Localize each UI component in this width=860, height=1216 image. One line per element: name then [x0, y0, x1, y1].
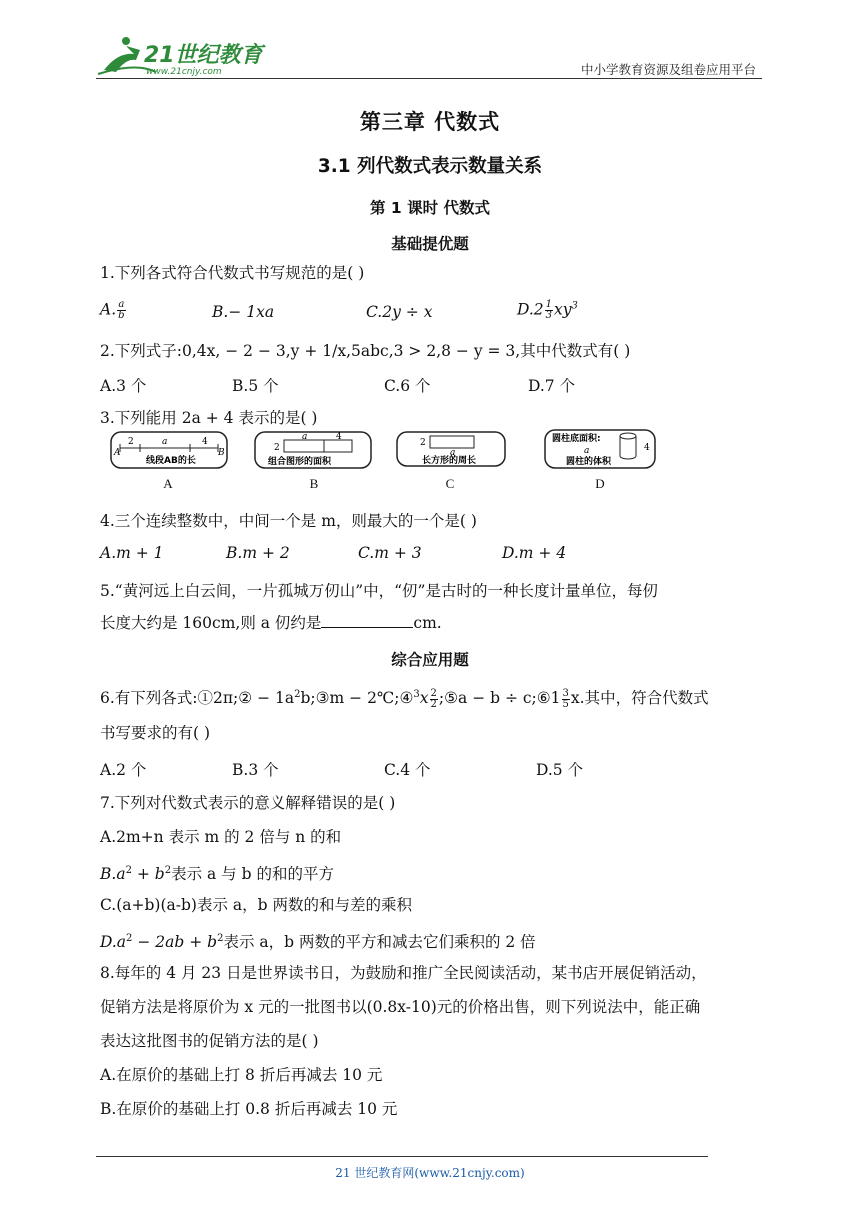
- footer-divider: [96, 1156, 708, 1157]
- q2-option-a: A.3 个: [100, 377, 147, 395]
- svg-text:圆柱底面积:: 圆柱底面积:: [552, 434, 601, 444]
- q6-options: [100, 758, 760, 782]
- q4-stem: 4.三个连续整数中，中间一个是 m，则最大的一个是( ): [100, 512, 477, 530]
- q3-figure-c: [396, 428, 506, 470]
- q6-option-c: C.4 个: [384, 761, 431, 779]
- section-title: 3.1 列代数式表示数量关系: [317, 156, 543, 177]
- q1-option-a: A. $\frac{a}{b}$: [100, 299, 125, 321]
- svg-text:长方形的周长: 长方形的周长: [422, 456, 477, 466]
- q3-figure-b-label: B: [309, 476, 319, 491]
- q6-stem-line2: 书写要求的有( ): [100, 724, 211, 742]
- q2-option-c: C.6 个: [384, 377, 431, 395]
- svg-text:a: a: [450, 448, 456, 458]
- q1-option-d: D.2 $\frac{1}{3}$ $xy^3$: [517, 299, 578, 321]
- svg-text:21世纪教育: 21世纪教育: [144, 43, 263, 68]
- q8-option-b: B.在原价的基础上打 0.8 折后再减去 10 元: [100, 1100, 398, 1118]
- q3-figure-d: [544, 428, 656, 470]
- q3-figure-a-label: A: [163, 476, 173, 491]
- advanced-section-heading: 综合应用题: [391, 651, 469, 669]
- q3-figure-b: [254, 428, 372, 470]
- q1-stem: 1.下列各式符合代数式书写规范的是( ): [100, 264, 365, 282]
- svg-text:4: 4: [336, 432, 342, 442]
- q3-stem: 3.下列能用 2a + 4 表示的是( ): [100, 409, 318, 427]
- page-header: [96, 32, 762, 80]
- svg-text:组合图形的面积: 组合图形的面积: [268, 457, 332, 467]
- q7-option-a: A.2m+n 表示 m 的 2 倍与 n 的和: [100, 828, 342, 846]
- svg-text:A: A: [114, 448, 121, 458]
- q1-options: [100, 300, 760, 324]
- q4-option-c: C.m + 3: [358, 544, 422, 562]
- header-platform-text: 中小学教育资源及组卷应用平台: [580, 62, 756, 77]
- q7-option-c: C.(a+b)(a-b)表示 a，b 两数的和与差的乘积: [100, 896, 412, 914]
- q1-option-b: B.− 1xa: [212, 303, 275, 321]
- svg-text:4: 4: [644, 443, 650, 453]
- q2-option-b: B.5 个: [232, 377, 279, 395]
- svg-text:B: B: [218, 448, 225, 458]
- svg-text:线段AB的长: 线段AB的长: [146, 456, 196, 466]
- q8-line3: 表达这批图书的促销方法的是( ): [100, 1032, 319, 1050]
- q1-option-c: C.2y ÷ x: [366, 303, 433, 321]
- chapter-title: 第三章 代数式: [359, 110, 501, 134]
- q6-option-a: A.2 个: [100, 761, 147, 779]
- q3-figure-c-label: C: [445, 476, 455, 491]
- q5-line1: 5.“黄河远上白云间，一片孤城万仞山”中，“仞”是古时的一种长度计量单位，每仞: [100, 582, 658, 600]
- q3-figures: [104, 428, 664, 498]
- q7-stem: 7.下列对代数式表示的意义解释错误的是( ): [100, 794, 396, 812]
- q6-option-b: B.3 个: [232, 761, 279, 779]
- svg-text:2: 2: [128, 437, 134, 447]
- q7-option-d: $D.a^2 - 2ab + b^2$表示 a，b 两数的平方和减去它们乘积的 2 倍: [100, 933, 536, 952]
- q3-figure-a: [110, 428, 228, 470]
- q6-stem-line1: 6.有下列各式:①2π;② − $1a^2b;③m$ − 2℃;④$^3$x $\frac{2}{2}$ ;⑤a − b ÷ c;⑥1 $\frac{3}{5}$ x.其中，符合代数式: [100, 687, 709, 710]
- lesson-title: 第 1 课时 代数式: [370, 199, 490, 217]
- header-divider: [96, 78, 762, 79]
- svg-text:圆柱的体积: 圆柱的体积: [566, 457, 612, 467]
- q7-option-b: $B.a^2 + b^2$表示 a 与 b 的和的平方: [100, 865, 334, 884]
- svg-text:www.21cnjy.com: www.21cnjy.com: [146, 67, 222, 77]
- basic-section-heading: 基础提优题: [391, 235, 469, 253]
- q3-figure-d-label: D: [595, 476, 605, 491]
- q8-line2: 促销方法是将原价为 x 元的一批图书以(0.8x-10)元的价格出售，则下列说法中，能正确: [100, 998, 701, 1016]
- q5-answer-blank[interactable]: [321, 613, 413, 628]
- q2-stem: 2.下列式子:0,4x, − 2 − 3,y + 1/x,5abc,3 > 2,8 − y = 3,其中代数式有( ): [100, 342, 631, 360]
- q8-option-a: A.在原价的基础上打 8 折后再减去 10 元: [100, 1066, 383, 1084]
- q8-line1: 8.每年的 4 月 23 日是世界读书日，为鼓励和推广全民阅读活动，某书店开展促销活动，: [100, 964, 707, 982]
- q2-options: [100, 374, 760, 398]
- footer-link[interactable]: 21 世纪教育网(www.21cnjy.com): [335, 1166, 525, 1180]
- svg-text:2: 2: [274, 443, 280, 453]
- svg-text:a: a: [162, 437, 168, 447]
- svg-text:4: 4: [202, 437, 208, 447]
- logo-21cnjy: [96, 32, 266, 78]
- svg-text:a: a: [302, 432, 308, 442]
- q2-option-d: D.7 个: [528, 377, 576, 395]
- svg-text:a: a: [584, 446, 590, 456]
- q4-option-a: A.m + 1: [100, 544, 164, 562]
- q4-option-b: B.m + 2: [226, 544, 290, 562]
- q4-options: [100, 544, 760, 568]
- svg-text:2: 2: [420, 438, 426, 448]
- q5-line2: 长度大约是 160cm,则 a 仞约是 cm.: [100, 614, 442, 632]
- q6-option-d: D.5 个: [536, 761, 584, 779]
- q4-option-d: D.m + 4: [502, 544, 567, 562]
